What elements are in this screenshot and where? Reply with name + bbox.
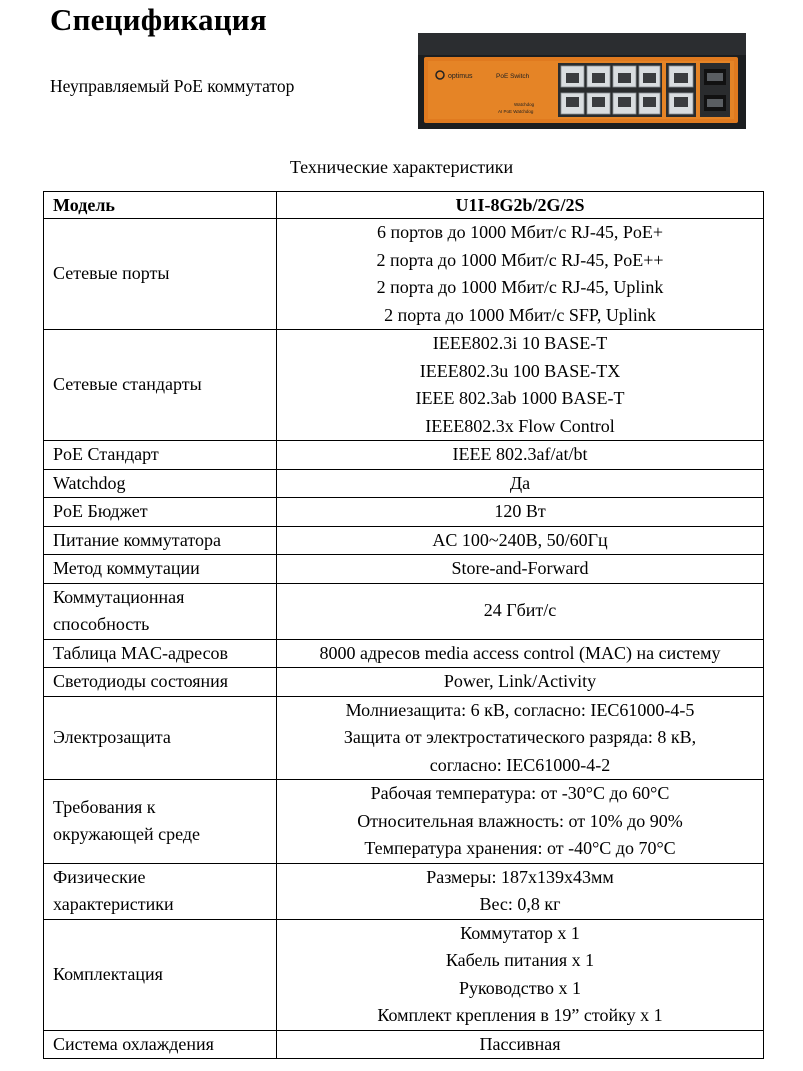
value-cell — [277, 526, 764, 555]
value-line: Относительная влажность: от 10% до 90% — [357, 810, 683, 831]
param-cell — [44, 498, 277, 527]
param-cell — [44, 219, 277, 330]
rj45-ports-block — [558, 63, 662, 117]
table-row — [44, 555, 764, 584]
value-cell — [277, 330, 764, 441]
uplink-ports-block — [666, 63, 696, 117]
value-line: согласно: IEC61000-4-2 — [429, 754, 611, 775]
table-row — [44, 1030, 764, 1059]
header-param-cell: Модель — [44, 192, 277, 219]
param-line: PoE Бюджет — [53, 501, 148, 521]
param-line: PoE Стандарт — [53, 444, 159, 464]
panel-label-text: PoE Switch — [496, 73, 530, 80]
value-cell — [277, 780, 764, 864]
value-line: Store-and-Forward — [451, 558, 589, 578]
sfp-ports-block — [700, 63, 730, 117]
product-photo — [418, 33, 746, 129]
table-row — [44, 780, 764, 864]
param-line: Коммутационная — [53, 586, 185, 607]
value-line: Да — [509, 472, 531, 493]
value-line: AC 100~240В, 50/60Гц — [432, 529, 608, 550]
param-cell — [44, 863, 277, 919]
param-line: Сетевые стандарты — [53, 374, 202, 395]
spec-table — [43, 191, 764, 1059]
table-row — [44, 919, 764, 1030]
table-row — [44, 219, 764, 330]
param-cell — [44, 639, 277, 668]
value-line: IEEE802.3x Flow Control — [425, 415, 615, 436]
value-cell — [277, 441, 764, 470]
value-cell — [277, 1030, 764, 1059]
table-row — [44, 441, 764, 470]
brand-text: optimus — [448, 73, 473, 80]
value-line: 8000 адресов media access control (MAC) на систему — [319, 642, 721, 663]
value-line: 2 порта до 1000 Мбит/с RJ-45, Uplink — [376, 277, 664, 297]
value-line: Защита от электростатического разряда: 8 кВ, — [343, 727, 697, 747]
param-line: способность — [53, 614, 150, 634]
param-line: характеристики — [53, 894, 174, 914]
param-cell — [44, 668, 277, 697]
value-line: IEEE 802.3af/at/bt — [452, 444, 588, 464]
param-line: Электрозащита — [53, 727, 171, 747]
param-cell — [44, 696, 277, 780]
value-line: IEEE802.3u 100 BASE-TX — [419, 360, 621, 381]
value-line: 6 портов до 1000 Мбит/с RJ-45, PoE+ — [377, 222, 663, 242]
value-line: Коммутатор x 1 — [460, 922, 580, 943]
table-row — [44, 863, 764, 919]
value-line: Комплект крепления в 19” стойку x 1 — [377, 1005, 663, 1025]
table-row — [44, 696, 764, 780]
param-cell — [44, 555, 277, 584]
table-row — [44, 498, 764, 527]
table-row — [44, 668, 764, 697]
value-line: Вес: 0,8 кг — [479, 894, 561, 914]
value-cell — [277, 219, 764, 330]
value-line: IEEE802.3i 10 BASE-T — [432, 333, 608, 353]
table-row — [44, 583, 764, 639]
value-cell — [277, 583, 764, 639]
param-cell — [44, 469, 277, 498]
value-cell — [277, 863, 764, 919]
value-cell — [277, 919, 764, 1030]
param-line: Метод коммутации — [53, 558, 200, 578]
param-cell — [44, 583, 277, 639]
param-line: окружающей среде — [53, 824, 201, 845]
value-line: Температура хранения: от -40°C до 70°C — [364, 838, 676, 858]
param-line: Система охлаждения — [53, 1033, 214, 1054]
value-cell — [277, 668, 764, 697]
param-line: Питание коммутатора — [53, 529, 221, 550]
value-line: 120 Вт — [494, 501, 546, 521]
value-line: 24 Гбит/с — [483, 600, 557, 621]
value-line: 2 порта до 1000 Мбит/с SFP, Uplink — [384, 304, 656, 325]
table-row — [44, 526, 764, 555]
value-line: Кабель питания x 1 — [445, 950, 595, 970]
param-cell — [44, 919, 277, 1030]
value-cell — [277, 555, 764, 584]
param-cell — [44, 1030, 277, 1059]
value-line: Пассивная — [479, 1033, 561, 1054]
value-cell — [277, 696, 764, 780]
panel-small-text-2: AI PoE Watchdog — [498, 109, 534, 114]
value-line: 2 порта до 1000 Мбит/с RJ-45, PoE++ — [376, 249, 664, 270]
value-line: Руководство x 1 — [458, 977, 582, 998]
param-line: Сетевые порты — [53, 263, 170, 284]
param-line: Комплектация — [53, 963, 163, 984]
panel-small-text-1: Watchdog — [514, 102, 535, 107]
param-cell — [44, 780, 277, 864]
value-line: Power, Link/Activity — [443, 671, 597, 691]
param-cell — [44, 526, 277, 555]
table-row — [44, 639, 764, 668]
table-caption: Технические характеристики — [289, 157, 514, 177]
param-line: Watchdog — [53, 472, 126, 493]
value-line: Рабочая температура: от -30°C до 60°C — [370, 783, 670, 803]
value-cell — [277, 639, 764, 668]
table-row — [44, 469, 764, 498]
param-line: Требования к — [53, 796, 156, 817]
page-title: Спецификация — [50, 2, 267, 37]
page-subtitle: Неуправляемый PoE коммутатор — [50, 76, 295, 96]
table-row — [44, 330, 764, 441]
header-value-cell: U1I-8G2b/2G/2S — [277, 192, 764, 219]
value-line: Размеры: 187x139x43мм — [426, 866, 614, 887]
param-cell — [44, 441, 277, 470]
value-line: IEEE 802.3ab 1000 BASE-T — [415, 388, 625, 408]
param-line: Таблица MAC-адресов — [53, 642, 229, 663]
param-line: Физические — [53, 866, 146, 887]
value-cell — [277, 498, 764, 527]
value-cell — [277, 469, 764, 498]
value-line: Молниезащита: 6 кВ, согласно: IEC61000-4-5 — [345, 699, 695, 720]
param-cell — [44, 330, 277, 441]
table-header-row — [44, 192, 764, 219]
param-line: Светодиоды состояния — [53, 671, 229, 691]
